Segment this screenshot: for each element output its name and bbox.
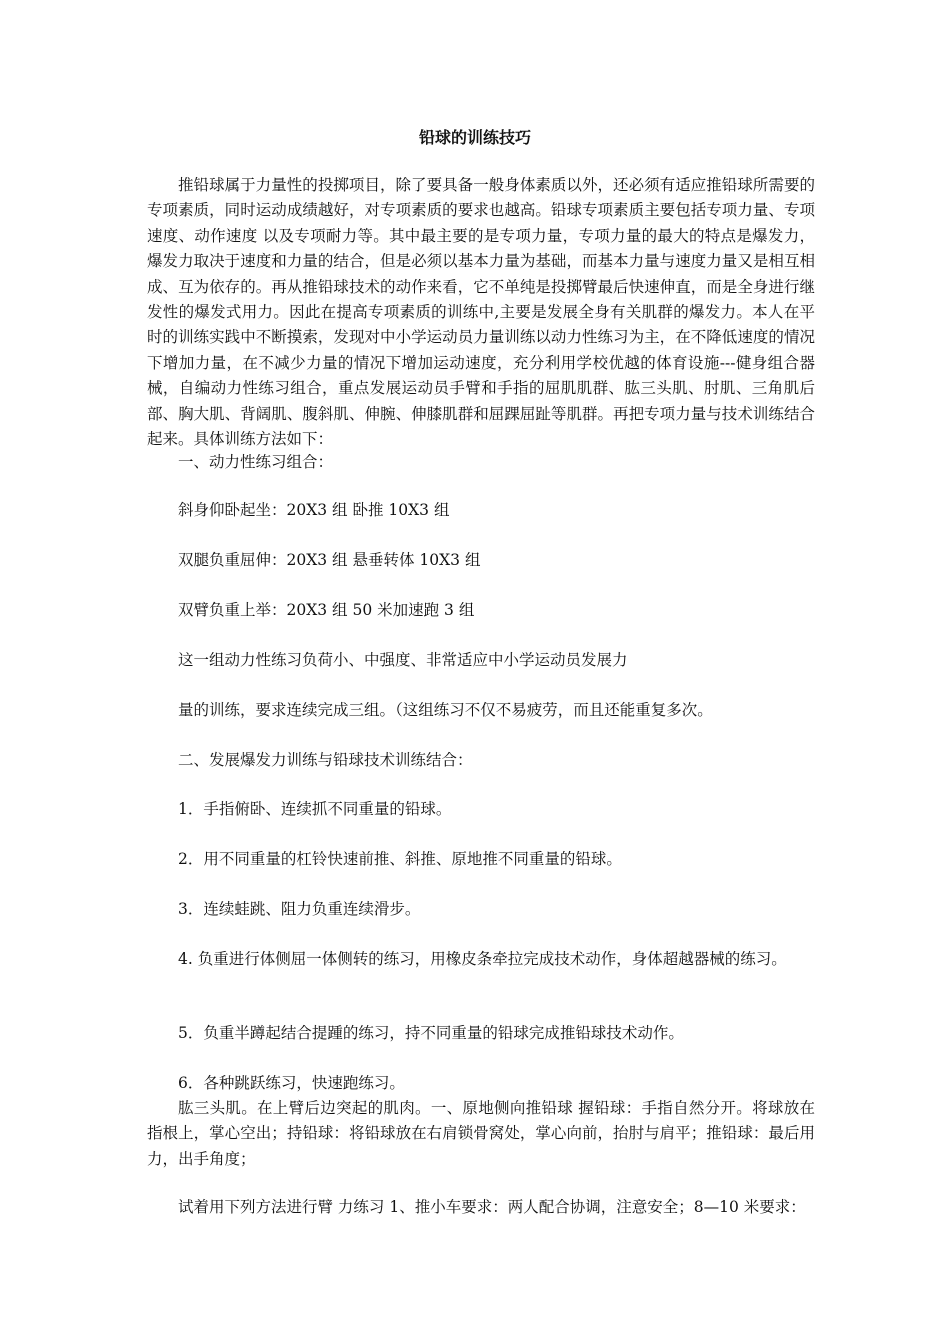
section2-heading: 二、发展爆发力训练与铅球技术训练结合： [178,751,473,769]
note-line: 量的训练，要求连续完成三组。（这组练习不仅不易疲劳，而且还能重复多次。 [178,701,713,719]
list-item: 4. 负重进行体侧屈一体侧转的练习，用橡皮条牵拉完成技术动作，身体超越器械的练习。 [178,950,787,968]
last-line: 试着用下列方法进行臂 力练习 1、推小车要求：两人配合协调，注意安全；8—10 米要求： [178,1198,806,1216]
extra-paragraph: 肱三头肌。在上臂后边突起的肌肉。一、原地侧向推铅球 握铅球：手指自然分开。将球放在指根上，掌心空出；持铅球：将铅球放在右肩锁骨窝处，掌心向前，抬肘与肩平；推铅球：最后用力，出手角度； [147,1099,815,1168]
intro-paragraph: 推铅球属于力量性的投掷项目，除了要具备一般身体素质以外，还必须有适应推铅球所需要的专项素质，同时运动成绩越好，对专项素质的要求也越高。铅球专项素质主要包括专项力量、专项速度、动作速度 以及专项耐力等。其中最主要的是专项力量，专项力量的最大的特点是爆发力，爆发力取决于速度和力量的结合，但是必须以基本力量为基础，而基本力量与速度力量又是相互相成、互为依存的。再从推铅球技术的动作来看，它不单纯是投掷臂最后快速伸直，而是全身进行继发性的爆发式用力。因此在提高专项素质的训练中,主要是发展全身有关肌群的爆发力。本人在平时的训练实践中不断摸索，发现对中小学运动员力量训练以动力性练习为主，在不降低速度的情况下增加力量，在不减少力量的情况下增加运动速度，充分利用学校优越的体育设施---健身组合器械，自编动力性练习组合，重点发展运动员手臂和手指的屈肌肌群、肱三头肌、肘肌、三角肌后部、胸大肌、背阔肌、腹斜肌、伸腕、伸膝肌群和屈踝屈趾等肌群。再把专项力量与技术训练结合起来。具体训练方法如下： [147,176,815,449]
exercise-line: 斜身仰卧起坐：20X3 组 卧推 10X3 组 [178,501,450,519]
list-item: 1．手指俯卧、连续抓不同重量的铅球。 [178,800,452,818]
list-item: 3．连续蛙跳、阻力负重连续滑步。 [178,900,421,918]
exercise-line: 双臂负重上举：20X3 组 50 米加速跑 3 组 [178,601,475,619]
note-line: 这一组动力性练习负荷小、中强度、非常适应中小学运动员发展力 [178,651,628,669]
list-item: 6．各种跳跃练习，快速跑练习。 [178,1074,405,1092]
document-title: 铅球的训练技巧 [418,128,531,147]
exercise-line: 双腿负重屈伸：20X3 组 悬垂转体 10X3 组 [178,551,481,569]
section1-heading: 一、动力性练习组合： [178,453,334,471]
list-item: 2．用不同重量的杠铃快速前推、斜推、原地推不同重量的铅球。 [178,850,622,868]
list-item: 5．负重半蹲起结合提踵的练习，持不同重量的铅球完成推铅球技术动作。 [178,1024,684,1042]
